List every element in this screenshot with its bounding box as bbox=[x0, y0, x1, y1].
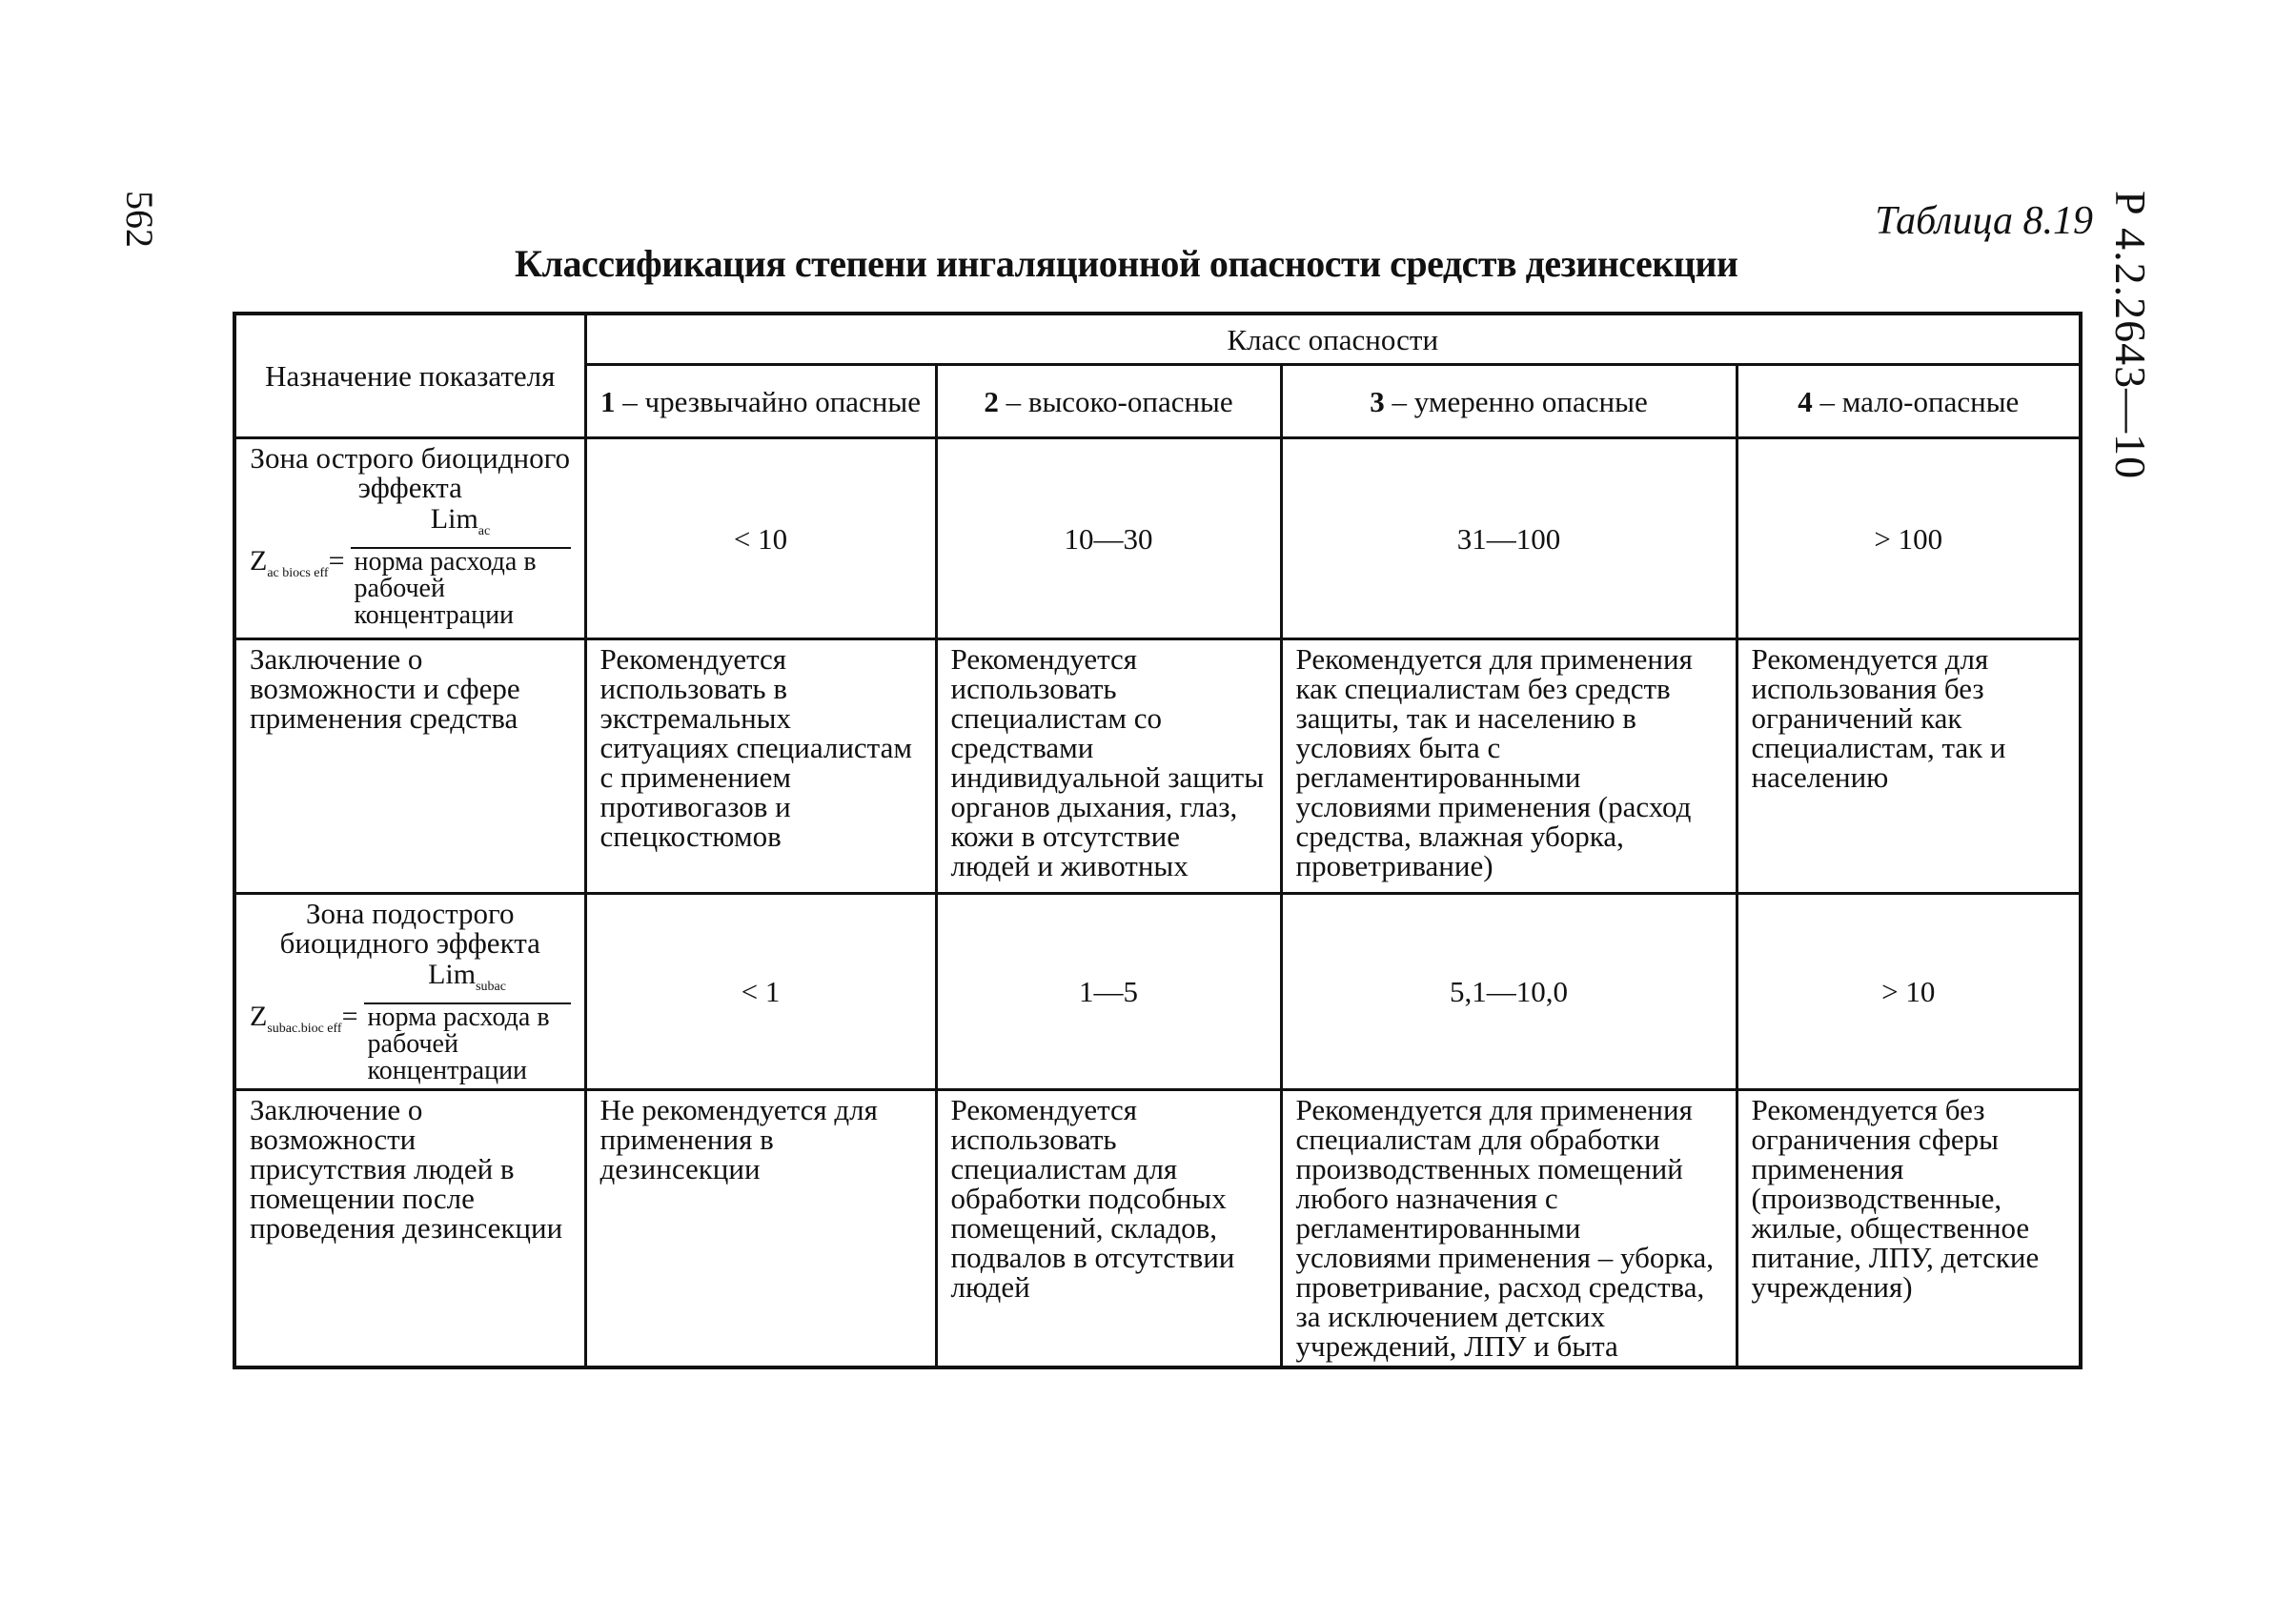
subacute-zone-cell bbox=[234, 894, 585, 1090]
subacute-zone-name: Зона подострого биоцидного эффекта bbox=[279, 897, 540, 960]
subacute-zone-class-1: < 1 bbox=[585, 894, 936, 1090]
acute-conclusion-row bbox=[234, 639, 2081, 894]
acute-zone-class-3: 31—100 bbox=[1281, 438, 1737, 639]
presence-conclusion-class-3: Рекомендуется для применения специалистам для обработки производственных помещений любого назначения с регламентированными условиями применения – уборка, проветривание, расход средства, за исключением детских учреждений, ЛПУ и быта bbox=[1281, 1090, 1737, 1368]
acute-zone-formula: $Z_{ac biocs eff}=$ $\frac{Lim_{ac}}{\text{норма расхода в рабочей концентрации}}$ bbox=[250, 504, 571, 629]
acute-conclusion-class-2: Рекомендуется использовать специалистам со средствами индивидуальной защиты органов дыхания, глаз, кожи в отсутствие людей и животных bbox=[936, 639, 1281, 894]
acute-conclusion-class-1: Рекомендуется использовать в экстремальных ситуациях специалистам с применением противогазов и спецкостюмов bbox=[585, 639, 936, 894]
acute-conclusion-class-4: Рекомендуется для использования без ограничений как специалистам, так и населению bbox=[1737, 639, 2081, 894]
presence-conclusion-class-4: Рекомендуется без ограничения сферы применения (производственные, жилые, общественное питание, ЛПУ, детские учреждения) bbox=[1737, 1090, 2081, 1368]
acute-zone-class-1: < 10 bbox=[585, 438, 936, 639]
subacute-zone-formula: $Z_{subac.bioc eff}=$ $\frac{Lim_{subac}}{\text{норма расхода в рабочей концентрации}}$ bbox=[250, 960, 571, 1084]
class-3-header: 3 – умеренно опасные bbox=[1281, 365, 1737, 438]
presence-conclusion-row bbox=[234, 1090, 2081, 1368]
acute-zone-cell bbox=[234, 438, 585, 639]
indicator-header: Назначение показателя bbox=[234, 314, 585, 438]
acute-zone-row bbox=[234, 438, 2081, 639]
hazard-class-header: Класс опасности bbox=[585, 314, 2081, 365]
header-row-1 bbox=[234, 314, 2081, 365]
acute-conclusion-class-3: Рекомендуется для применения как специалистам без средств защиты, так и населению в условиях быта с регламентированными условиями применения (расход средства, влажная уборка, проветривание) bbox=[1281, 639, 1737, 894]
table-label: Таблица 8.19 bbox=[1875, 199, 2093, 243]
acute-zone-class-4: > 100 bbox=[1737, 438, 2081, 639]
table-title: Классификация степени ингаляционной опасности средств дезинсекции bbox=[515, 242, 1738, 285]
subacute-zone-row bbox=[234, 894, 2081, 1090]
subacute-zone-class-3: 5,1—10,0 bbox=[1281, 894, 1737, 1090]
class-1-header: 1 – чрезвычайно опасные bbox=[585, 365, 936, 438]
presence-conclusion-name: Заключение о возможности присутствия людей в помещении после проведения дезинсекции bbox=[234, 1090, 585, 1368]
class-2-header: 2 – высоко-опасные bbox=[936, 365, 1281, 438]
presence-conclusion-class-1: Не рекомендуется для применения в дезинсекции bbox=[585, 1090, 936, 1368]
acute-conclusion-name: Заключение о возможности и сфере применения средства bbox=[234, 639, 585, 894]
presence-conclusion-class-2: Рекомендуется использовать специалистам для обработки подсобных помещений, складов, подвалов в отсутствии людей bbox=[936, 1090, 1281, 1368]
subacute-zone-class-2: 1—5 bbox=[936, 894, 1281, 1090]
page-number: 562 bbox=[118, 191, 161, 248]
acute-zone-class-2: 10—30 bbox=[936, 438, 1281, 639]
hazard-classification-table bbox=[233, 312, 2083, 1369]
acute-zone-name: Зона острого биоцидного эффекта bbox=[250, 441, 571, 504]
subacute-zone-class-4: > 10 bbox=[1737, 894, 2081, 1090]
document-code: Р 4.2.2643—10 bbox=[2106, 191, 2155, 480]
class-4-header: 4 – мало-опасные bbox=[1737, 365, 2081, 438]
